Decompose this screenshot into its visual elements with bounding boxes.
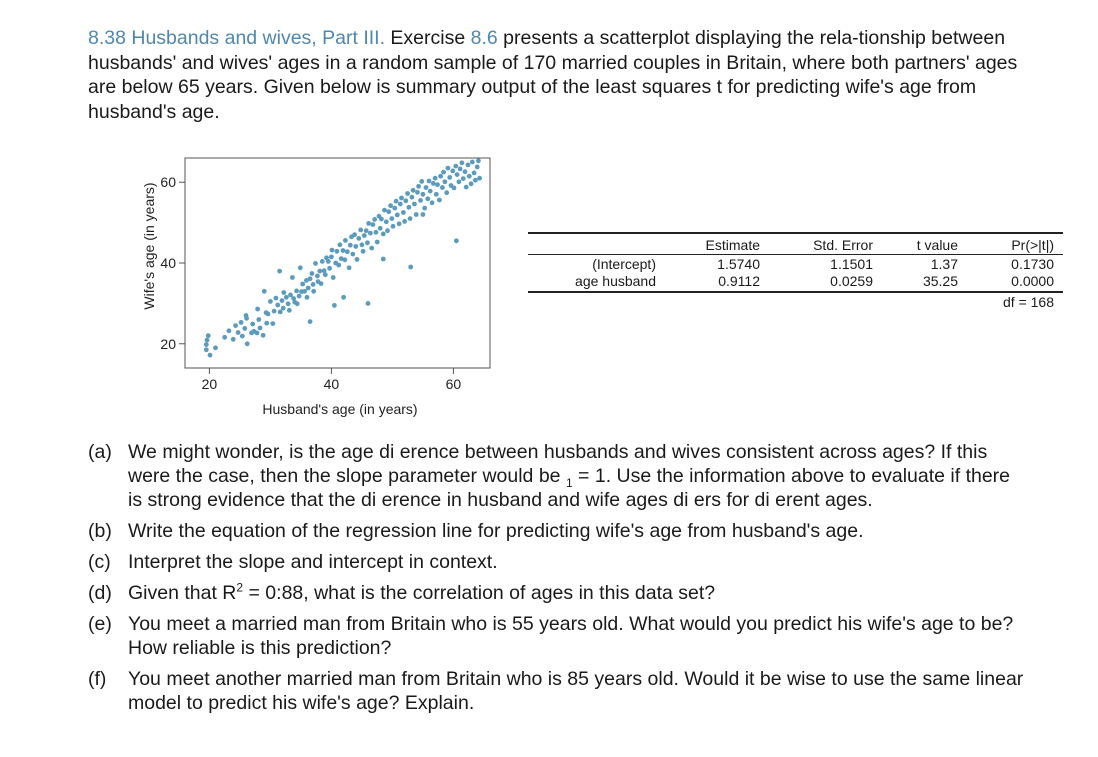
table-header-rule [528,254,1063,255]
x-tick-label: 60 [445,376,462,392]
data-point [319,281,324,286]
data-point [368,231,373,236]
data-point [250,322,255,327]
data-point [206,333,211,338]
data-point [444,190,449,195]
data-point [446,166,451,171]
data-point [476,158,481,163]
data-point [208,353,213,358]
data-point [437,198,442,203]
data-point [477,176,482,181]
data-point [411,188,416,193]
y-tick-label: 40 [160,255,176,271]
question-label: (c) [88,551,111,573]
data-point [294,289,299,294]
scatterplot [130,148,500,423]
data-point [290,275,295,280]
question-text: You meet another married man from Britain who is 85 years old. Would it be wise to use the same linear model to predict his wife's age? Explain. [128,668,1024,714]
data-point [414,212,419,217]
data-point [399,196,404,201]
data-point [261,333,266,338]
data-point [427,179,432,184]
data-point [343,238,348,243]
table-row-label: age husband [575,273,656,289]
data-point [213,345,218,350]
table-cell: 0.9112 [718,273,760,289]
data-point [329,255,334,260]
data-point [470,160,475,165]
data-point [372,217,377,222]
data-point [358,228,363,233]
data-point [227,328,232,333]
question-label: (d) [88,582,112,604]
data-point [275,303,280,308]
question-list [88,440,1028,722]
data-point [284,295,289,300]
data-point [205,338,210,343]
question-label: (f) [88,668,107,690]
data-point [231,337,236,342]
data-point [356,236,361,241]
x-axis-label: Husband's age (in years) [262,401,418,417]
data-point [364,228,369,233]
data-point [272,309,277,314]
data-point [386,209,391,214]
data-point [455,172,460,177]
question-label: (b) [88,520,112,542]
data-point [341,295,346,300]
data-point [421,192,426,197]
data-point [464,185,469,190]
data-point [407,205,412,210]
data-point [422,206,427,211]
data-point [385,228,390,233]
data-point [204,347,209,352]
data-point [222,335,227,340]
data-point [341,248,346,253]
table-cell: 1.1501 [830,256,873,272]
data-point [435,182,440,187]
table-header-std-error: Std. Error [813,237,873,253]
data-point [361,249,366,254]
data-point [458,167,463,172]
data-point [335,249,340,254]
data-point [412,202,417,207]
data-point [233,323,238,328]
data-point [440,185,445,190]
data-point [262,289,267,294]
data-point [469,181,474,186]
data-point [416,184,421,189]
data-point [264,321,269,326]
data-point [326,259,331,264]
data-point [467,174,472,179]
x-tick-label: 40 [323,376,340,392]
data-point [320,259,325,264]
y-tick-label: 60 [160,174,176,191]
data-point [204,342,209,347]
data-point [311,289,316,294]
question-e [88,612,1028,660]
table-cell: 35.25 [922,273,958,289]
question-text: We might wonder, is the age di erence between husbands and wives consistent across ages? If this were the case, then the slope parameter would be $_1$ = 1. Use the information above to evaluate if there is strong evidence that the di erence in husband and wife ages di ers for di erent ages. [128,441,1011,511]
data-point [454,238,459,243]
data-point [397,221,402,226]
data-point [403,198,408,203]
data-point [315,274,320,279]
data-point [277,269,282,274]
data-point [398,202,403,207]
data-point [355,257,360,262]
data-point [281,290,286,295]
data-point [378,226,383,231]
table-footer-df: df = 168 [1003,294,1054,310]
data-point [366,301,371,306]
data-point [332,303,337,308]
data-point [242,326,247,331]
data-point [463,169,468,174]
question-text: Given that $R^2$ = 0:88, what is the correlation of ages in this data set? [128,580,716,604]
data-point [240,334,245,339]
data-point [447,175,452,180]
data-point [401,210,406,215]
data-point [347,265,352,270]
data-point [466,163,471,168]
data-point [443,179,448,184]
data-point [438,174,443,179]
data-point [245,341,250,346]
data-point [338,242,343,247]
question-f [88,667,1028,715]
data-point [281,306,286,311]
data-point [308,276,313,281]
data-point [408,216,413,221]
table-bottom-rule [528,291,1063,293]
data-point [434,192,439,197]
data-point [302,289,307,294]
data-point [236,330,241,335]
data-point [371,222,376,227]
data-point [453,164,458,169]
data-point [300,282,305,287]
question-text: You meet a married man from Britain who is 55 years old. What would you predict his wife's age to be? How reliable is this prediction? [128,613,1014,659]
data-point [352,232,357,237]
data-point [433,176,438,181]
data-point [374,230,379,235]
data-point [472,171,477,176]
data-point [430,200,435,205]
data-point [244,316,249,321]
table-cell: 0.0000 [1011,273,1054,289]
data-point [388,203,393,208]
data-point [330,248,335,253]
data-point [457,179,462,184]
question-c [88,550,1028,574]
data-point [366,221,371,226]
data-point [362,233,367,238]
table-header-t-value: t value [916,237,958,253]
question-text: Write the equation of the regression line for predicting wife's age from husband's age. [128,520,864,542]
data-point [475,165,480,170]
data-point [375,240,380,245]
data-point [287,308,292,313]
table-cell: 0.0259 [830,273,873,289]
data-point [405,191,410,196]
exercise-text: presents a scatterplot displaying the rela-tionship between husbands' and wives' ages in a random sample of 170 married couples in Britain, where both partners' ages are below 65 years. Given below is summary output of the least squares t for predicting wife's age from husband's age. [88,27,1018,123]
data-point [297,294,302,299]
exercise-number: 8.38 [88,27,126,49]
data-point [336,263,341,268]
data-point [428,189,433,194]
exercise-reference-link[interactable]: 8.6 [470,27,498,49]
data-point [298,265,303,270]
data-point [256,317,261,322]
data-point [306,286,311,291]
data-point [266,312,271,317]
data-point [239,320,244,325]
data-point [286,301,291,306]
data-point [425,196,430,201]
data-point [421,212,426,217]
table-cell: 0.1730 [1011,256,1054,272]
data-point [331,275,336,280]
data-point [381,257,386,262]
question-text: Interpret the slope and intercept in context. [128,551,498,573]
data-point [365,240,370,245]
data-point [348,243,353,248]
data-point [255,307,260,312]
data-point [379,217,384,222]
data-point [473,178,478,183]
data-point [389,216,394,221]
data-point [394,199,399,204]
data-point [460,160,465,165]
y-tick-label: 20 [160,335,176,352]
data-point [415,190,420,195]
question-a [88,440,1028,512]
exercise-text-lead: Exercise [390,27,466,49]
data-point [274,296,279,301]
data-point [395,213,400,218]
data-point [258,326,263,331]
data-point [278,310,283,315]
table-row-label: (Intercept) [592,256,656,272]
data-point [327,266,332,271]
data-point [450,169,455,174]
table-cell: 1.5740 [717,256,760,272]
data-point [317,269,322,274]
data-point [270,321,275,326]
data-point [369,246,374,251]
data-point [452,186,457,191]
data-point [345,249,350,254]
question-d [88,581,1028,605]
table-top-rule [528,232,1063,234]
data-point [310,271,315,276]
question-label: (e) [88,613,112,635]
data-point [350,252,355,257]
scatterplot-svg [130,148,500,423]
exercise-intro [88,26,1028,124]
data-point [323,272,328,277]
data-point [408,265,413,270]
data-point [402,219,407,224]
data-point [353,244,358,249]
data-point [382,208,387,213]
data-point [360,242,365,247]
data-point [305,295,310,300]
data-point [280,298,285,303]
data-point [381,232,386,237]
data-point [268,299,273,304]
data-point [392,206,397,211]
exercise-title: Husbands and wives, Part III. [131,27,385,49]
data-point [441,170,446,175]
data-point [418,198,423,203]
table-header-estimate: Estimate [705,237,760,253]
data-point [295,301,300,306]
data-point [313,261,318,266]
data-point [308,319,313,324]
question-b [88,519,1028,543]
y-axis-label: Wife's age (in years) [141,182,157,310]
data-point [255,331,260,336]
data-point [384,219,389,224]
data-point [410,195,415,200]
data-point [424,185,429,190]
data-point [391,224,396,229]
data-point [461,176,466,181]
x-tick-label: 20 [201,376,218,392]
table-cell: 1.37 [930,256,958,272]
question-label: (a) [88,441,112,463]
data-point [311,282,316,287]
data-point [431,181,436,186]
data-point [342,257,347,262]
data-point [419,179,424,184]
table-header-p-value: Pr(>|t|) [1011,237,1054,253]
